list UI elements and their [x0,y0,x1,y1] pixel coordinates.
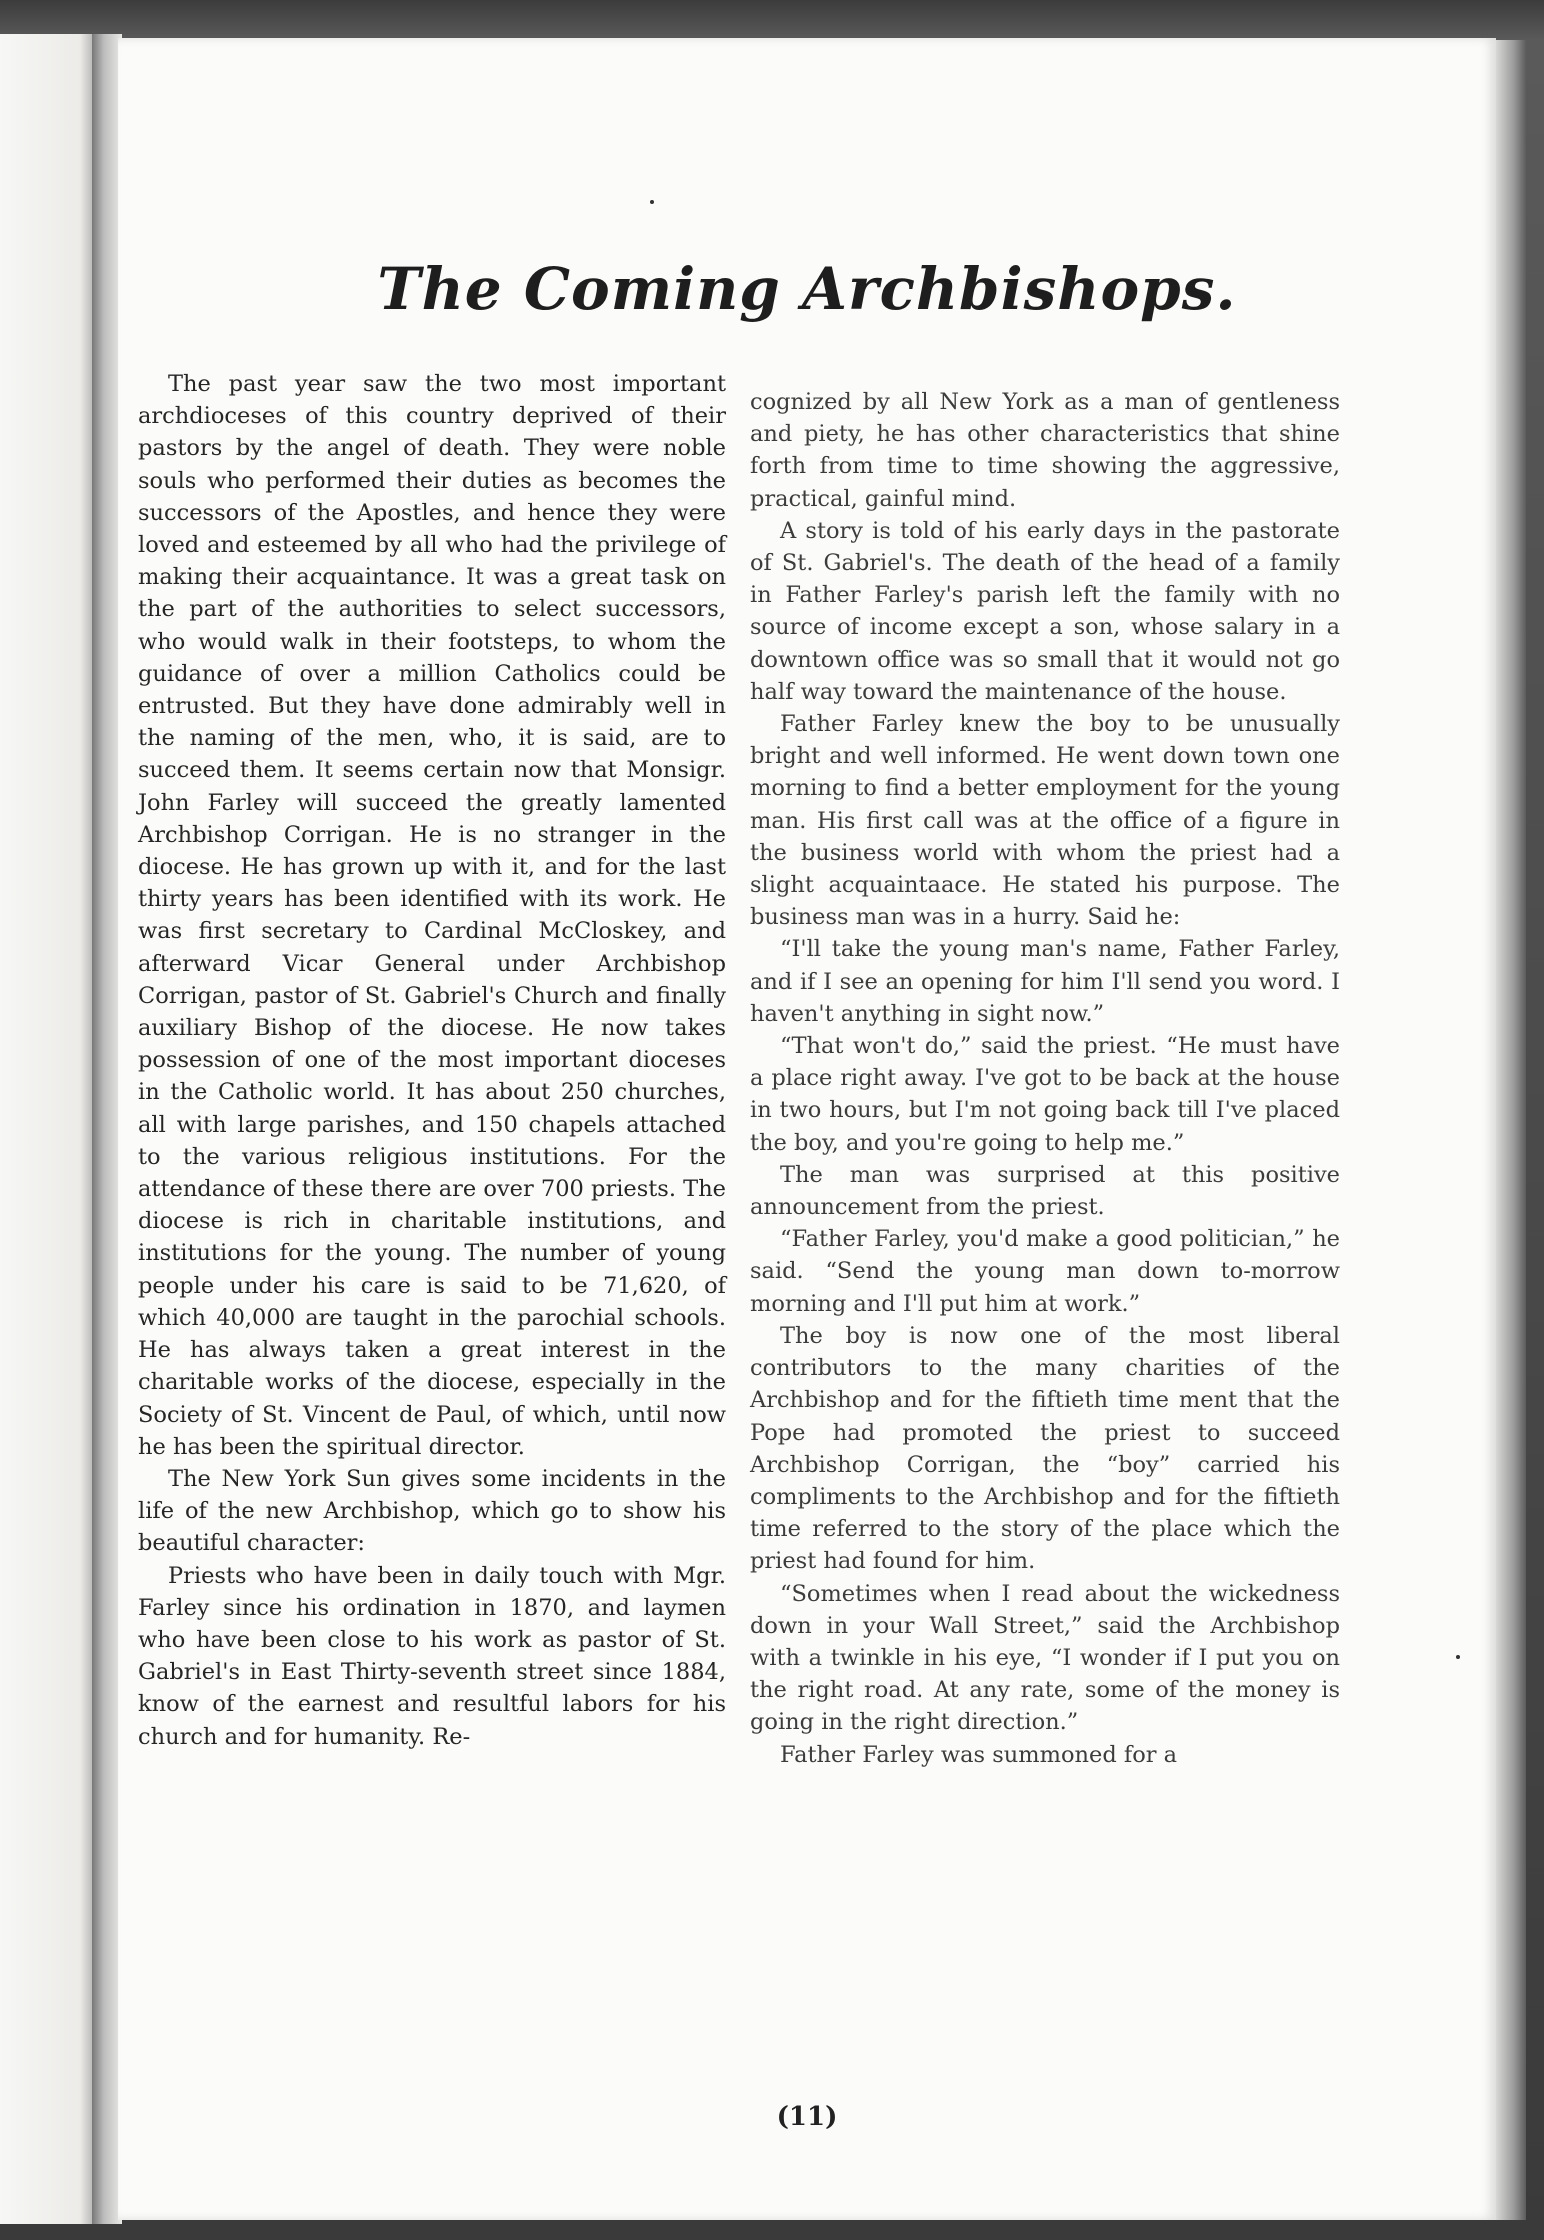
left-text-column [138,368,726,1753]
scan-speck [1456,1655,1460,1659]
facing-page-edge [0,34,100,2224]
paragraph: A story is told of his early days in the pastorate of St. Gabriel's. The death of the head of a family in Father Farley's parish left the family with no source of income except a son, whose salary in a downtown office was so small that it would not go half way toward the maintenance of the house. [750,517,1340,705]
paragraph: Father Farley was summoned for a [780,1741,1178,1768]
paragraph: The boy is now one of the most liberal contributors to the many charities of the Archbishop and for the fiftieth time ment that the Pope had promoted the priest to succeed Archbishop Corrigan, the “boy” carried his compliments to the Archbishop and for the fiftieth time referred to the story of the place which the priest had found for him. [750,1322,1340,1575]
paragraph: “Father Farley, you'd make a good politician,” he said. “Send the young man down to-morrow morning and I'll put him at work.” [750,1226,1340,1317]
page-number: (11) [776,2102,838,2132]
paragraph: “I'll take the young man's name, Father Farley, and if I see an opening for him I'll send you word. I haven't anything in sight now.” [750,936,1340,1027]
paragraph: Father Farley knew the boy to be unusually bright and well informed. He went down town one morning to find a better employment for the young man. His first call was at the office of a figure in the business world with whom the priest had a slight acquaintaace. He stated his purpose. The business man was in a hurry. Said he: [750,711,1340,931]
paragraph: “That won't do,” said the priest. “He must have a place right away. I've got to be back at the house in two hours, but I'm not going back till I've placed the boy, and you're going to help me.” [750,1033,1340,1156]
paragraph: cognized by all New York as a man of gentleness and piety, he has other characteristics that shine forth from time to time showing the aggressive, practical, gainful mind. [750,389,1340,512]
page-stack-edge [1496,40,1526,2220]
paragraph: The man was surprised at this positive announcement from the priest. [750,1161,1340,1221]
right-text-column [750,386,1340,1771]
paragraph: “Sometimes when I read about the wickedness down in your Wall Street,” said the Archbishop with a twinkle in his eye, “I wonder if I put you on the right road. At any rate, some of the money is going in the right direction.” [750,1580,1340,1736]
scan-speck [650,200,654,204]
paragraph: The New York Sun gives some incidents in the life of the new Archbishop, which go to show his beautiful character: [138,1465,726,1557]
article-title: The Coming Archbishops. [377,255,1237,323]
paragraph: The past year saw the two most important archdioceses of this country deprived of their pastors by the angel of death. They were noble souls who performed their duties as becomes the successors of the Apostles, and hence they were loved and esteemed by all who had the privilege of making their acquaintance. It was a great task on the part of the authorities to select successors, who would walk in their footsteps, to whom the guidance of over a million Catholics could be entrusted. But they have done admirably well in the naming of the men, who, it is said, are to succeed them. It seems certain now that Monsigr. John Farley will succeed the greatly lamented Archbishop Corrigan. He is no stranger in the diocese. He has grown up with it, and for the last thirty years has been identified with its work. He was first secretary to Cardinal McCloskey, and afterward Vicar General under Archbishop Corrigan, pastor of St. Gabriel's Church and finally auxiliary Bishop of the diocese. He now takes possession of one of the most important dioceses in the Catholic world. It has about 250 churches, all with large parishes, and 150 chapels attached to the various religious institutions. For the attendance of these there are over 700 priests. The diocese is rich in charitable institutions, and institutions for the young. The number of young people under his care is said to be 71,620, of which 40,000 are taught in the parochial schools. He has always taken a great interest in the charitable works of the diocese, especially in the Society of St. Vincent de Paul, of which, until now he has been the spiritual director. [138,371,726,1460]
paragraph: Priests who have been in daily touch with Mgr. Farley since his ordination in 1870, and laymen who have been close to his work as pastor of St. Gabriel's in East Thirty-seventh street since 1884, know of the earnest and resultful labors for his church and for humanity. Re- [138,1562,726,1750]
